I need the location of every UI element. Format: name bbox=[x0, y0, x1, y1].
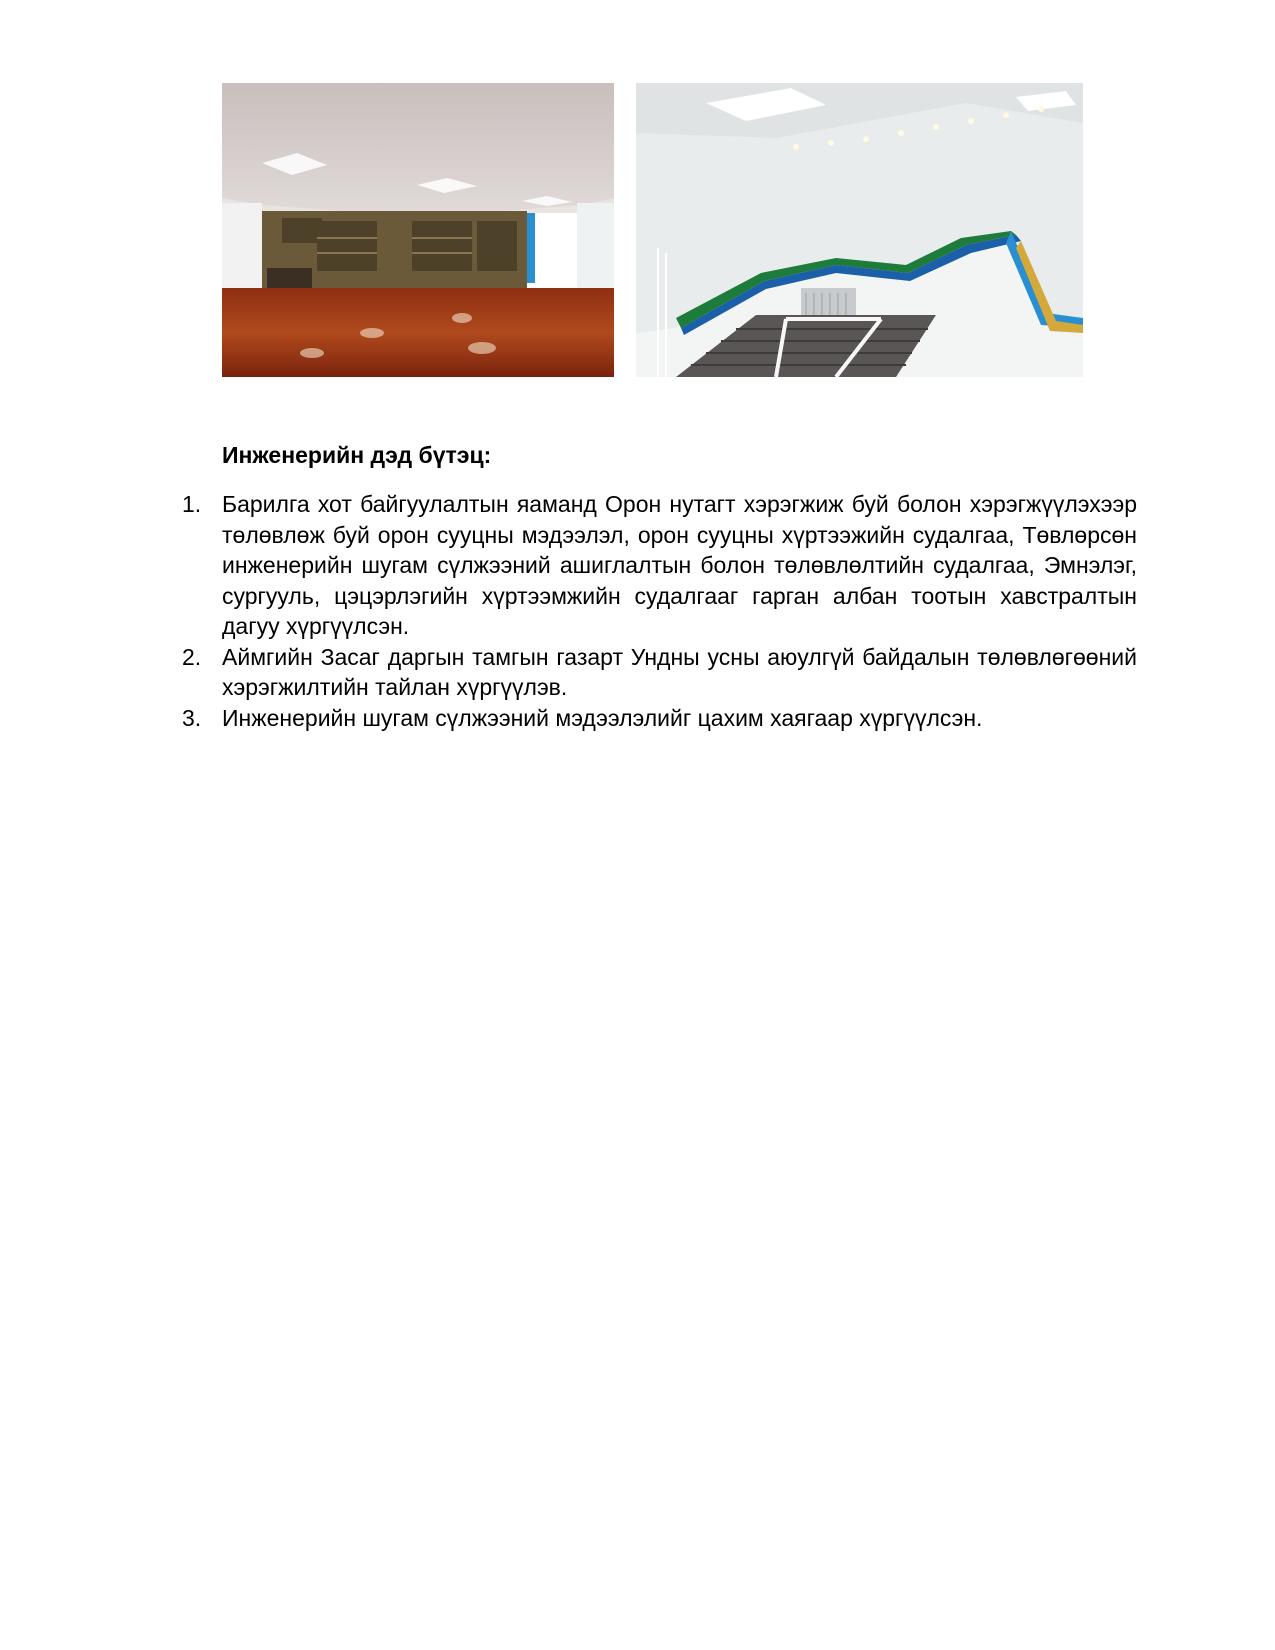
infrastructure-list bbox=[182, 489, 1137, 733]
list-item bbox=[182, 489, 1137, 642]
hall-photo bbox=[222, 83, 614, 377]
stairwell-photo bbox=[636, 83, 1083, 377]
list-item bbox=[182, 703, 1137, 734]
list-item-number: 3. bbox=[182, 704, 202, 731]
list-item-number: 1. bbox=[182, 491, 202, 517]
list-item-text: Инженерийн шугам сүлжээний мэдээлэлийг цахим хаягаар хүргүүлсэн. bbox=[222, 704, 983, 731]
list-item-number: 2. bbox=[182, 643, 202, 670]
list-item-text: Аймгийн Засаг даргын тамгын газарт Ундны усны аюулгүй байдалын төлөвлөгөөний хэрэгжилтийн тайлан хүргүүлэв. bbox=[222, 643, 1137, 700]
list-item bbox=[182, 642, 1137, 703]
section-heading: Инженерийн дэд бүтэц: bbox=[222, 442, 492, 468]
list-item-text: Барилга хот байгуулалтын яаманд Орон нутагт хэрэгжиж буй болон хэрэгжүүлэхээр төлөвлөж буй орон сууцны мэдээлэл, орон сууцны хүртээжийн судалгаа, Төвлөрсөн инженерийн шугам сүлжээний ашиглалтын болон төлөвлөлтийн судалгаа, Эмнэлэг, сургууль, цэцэрлэгийн хүртээмжийн судалгааг гарган албан тоотын хавстралтын дагуу хүргүүлсэн. bbox=[222, 491, 1137, 639]
